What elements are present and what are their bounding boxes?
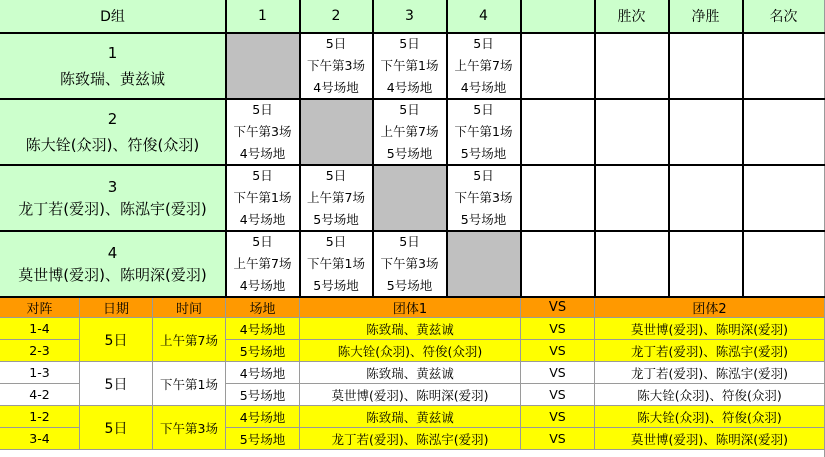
- net-cell[interactable]: [669, 33, 743, 99]
- team-name: 莫世博(爱羽)、陈明深(爱羽): [18, 265, 207, 284]
- slot-time: 上午第7场: [233, 255, 292, 271]
- grid-line: [668, 0, 670, 297]
- col-header-3[interactable]: 3: [373, 0, 447, 33]
- col-header-4[interactable]: 4: [447, 0, 521, 33]
- vs-cell[interactable]: VS: [521, 318, 595, 340]
- empty-cell[interactable]: [521, 165, 595, 231]
- team2-cell[interactable]: 莫世博(爱羽)、陈明深(爱羽): [595, 428, 825, 450]
- slot-day: 5日: [473, 167, 494, 183]
- slot-time: 下午第1场: [380, 57, 439, 73]
- grid-line: [594, 0, 596, 297]
- match-code-cell[interactable]: 1-2: [0, 406, 80, 428]
- grid-line: [0, 230, 825, 232]
- team2-cell[interactable]: 陈大铨(众羽)、符俊(众羽): [595, 384, 825, 406]
- team-number: 4: [107, 243, 118, 262]
- grid-line: [520, 0, 522, 297]
- slot-time: 下午第1场: [233, 189, 292, 205]
- match-slot-cell[interactable]: [300, 33, 373, 99]
- col-header-net[interactable]: 净胜: [669, 0, 743, 33]
- match-code-cell[interactable]: 3-4: [0, 428, 80, 450]
- slot-court: 5号场地: [460, 211, 507, 227]
- empty-cell[interactable]: [521, 33, 595, 99]
- diagonal-cell[interactable]: [300, 99, 373, 165]
- diagonal-cell[interactable]: [373, 165, 447, 231]
- slot-court: 5号场地: [386, 145, 433, 161]
- rank-cell[interactable]: [743, 99, 825, 165]
- group-title-cell[interactable]: D组: [0, 0, 226, 33]
- date-cell[interactable]: 5日: [80, 362, 153, 406]
- team-name-cell[interactable]: [0, 165, 226, 231]
- match-slot-cell[interactable]: [226, 231, 300, 297]
- slot-court: 5号场地: [313, 211, 359, 227]
- grid-line: [225, 0, 227, 297]
- diagonal-cell[interactable]: [226, 33, 300, 99]
- match-slot-cell[interactable]: [447, 165, 521, 231]
- slot-time: 上午第7场: [380, 123, 439, 139]
- slot-court: 4号场地: [239, 211, 286, 227]
- col-header-2[interactable]: 2: [300, 0, 373, 33]
- team1-cell[interactable]: 陈大铨(众羽)、符俊(众羽): [300, 340, 521, 362]
- slot-day: 5日: [252, 167, 273, 183]
- match-slot-cell[interactable]: [447, 99, 521, 165]
- empty-cell[interactable]: [521, 99, 595, 165]
- court-cell[interactable]: 5号场地: [226, 428, 300, 450]
- slot-day: 5日: [325, 35, 347, 51]
- slot-day: 5日: [399, 233, 420, 249]
- grid-line: [0, 98, 825, 100]
- wins-cell[interactable]: [595, 99, 669, 165]
- schedule-header-team1[interactable]: 团体1: [300, 298, 521, 318]
- vs-cell[interactable]: VS: [521, 428, 595, 450]
- slot-day: 5日: [399, 101, 420, 117]
- team2-cell[interactable]: 龙丁若(爱羽)、陈泓宇(爱羽): [595, 340, 825, 362]
- diagonal-cell[interactable]: [447, 231, 521, 297]
- team1-cell[interactable]: 陈致瑞、黄兹诚: [300, 318, 521, 340]
- match-code-cell[interactable]: 4-2: [0, 384, 80, 406]
- slot-day: 5日: [473, 101, 494, 117]
- slot-time: 下午第1场: [307, 255, 365, 271]
- match-slot-cell[interactable]: [373, 231, 447, 297]
- col-header-blank[interactable]: [521, 0, 595, 33]
- slot-day: 5日: [473, 35, 494, 51]
- wins-cell[interactable]: [595, 231, 669, 297]
- slot-time: 下午第3场: [307, 57, 365, 73]
- court-cell[interactable]: 4号场地: [226, 406, 300, 428]
- match-code-cell[interactable]: 1-3: [0, 362, 80, 384]
- slot-time: 下午第3场: [454, 189, 513, 205]
- team-number: 1: [107, 43, 118, 62]
- grid-line: [742, 0, 744, 297]
- team1-cell[interactable]: 陈致瑞、黄兹诚: [300, 362, 521, 384]
- rank-cell[interactable]: [743, 231, 825, 297]
- grid-line: [0, 164, 825, 166]
- vs-cell[interactable]: VS: [521, 406, 595, 428]
- team1-cell[interactable]: 陈致瑞、黄兹诚: [300, 406, 521, 428]
- court-cell[interactable]: 4号场地: [226, 318, 300, 340]
- slot-day: 5日: [325, 167, 347, 183]
- grid-line: [372, 0, 374, 297]
- wins-cell[interactable]: [595, 33, 669, 99]
- match-code-cell[interactable]: 1-4: [0, 318, 80, 340]
- net-cell[interactable]: [669, 165, 743, 231]
- time-cell[interactable]: 上午第7场: [153, 318, 226, 362]
- time-cell[interactable]: 下午第1场: [153, 362, 226, 406]
- team-name: 龙丁若(爱羽)、陈泓宇(爱羽): [18, 199, 207, 218]
- vs-cell[interactable]: VS: [521, 340, 595, 362]
- slot-court: 4号场地: [460, 79, 507, 95]
- date-cell[interactable]: 5日: [80, 406, 153, 450]
- slot-time: 下午第3场: [233, 123, 292, 139]
- slot-day: 5日: [252, 233, 273, 249]
- vs-cell[interactable]: VS: [521, 362, 595, 384]
- schedule-header-court[interactable]: 场地: [226, 298, 300, 318]
- rank-cell[interactable]: [743, 33, 825, 99]
- slot-court: 4号场地: [386, 79, 433, 95]
- slot-court: 4号场地: [239, 145, 286, 161]
- team-number: 2: [107, 109, 118, 128]
- empty-cell[interactable]: [521, 231, 595, 297]
- schedule-header-vs[interactable]: VS: [521, 298, 595, 318]
- schedule-header-match[interactable]: 对阵: [0, 298, 80, 318]
- slot-court: 5号场地: [386, 277, 433, 293]
- team2-cell[interactable]: 龙丁若(爱羽)、陈泓宇(爱羽): [595, 362, 825, 384]
- court-cell[interactable]: 5号场地: [226, 384, 300, 406]
- schedule-header-team2[interactable]: 团体2: [595, 298, 825, 318]
- team-name: 陈致瑞、黄兹诚: [59, 69, 165, 88]
- match-slot-cell[interactable]: [300, 165, 373, 231]
- net-cell[interactable]: [669, 99, 743, 165]
- wins-cell[interactable]: [595, 165, 669, 231]
- team-name-cell[interactable]: [0, 33, 226, 99]
- col-header-rank[interactable]: 名次: [743, 0, 825, 33]
- slot-court: 5号场地: [313, 277, 359, 293]
- match-slot-cell[interactable]: [373, 33, 447, 99]
- court-cell[interactable]: 5号场地: [226, 340, 300, 362]
- match-code-cell[interactable]: 2-3: [0, 340, 80, 362]
- schedule-header-time[interactable]: 时间: [153, 298, 226, 318]
- grid-line: [299, 0, 301, 297]
- team-name-cell[interactable]: [0, 99, 226, 165]
- col-header-wins[interactable]: 胜次: [595, 0, 669, 33]
- team1-cell[interactable]: 龙丁若(爱羽)、陈泓宇(爱羽): [300, 428, 521, 450]
- slot-time: 下午第1场: [454, 123, 513, 139]
- court-cell[interactable]: 4号场地: [226, 362, 300, 384]
- slot-time: 下午第3场: [380, 255, 439, 271]
- team2-cell[interactable]: 陈大铨(众羽)、符俊(众羽): [595, 406, 825, 428]
- match-slot-cell[interactable]: [447, 33, 521, 99]
- slot-court: 4号场地: [313, 79, 359, 95]
- team2-cell[interactable]: 莫世博(爱羽)、陈明深(爱羽): [595, 318, 825, 340]
- schedule-header-date[interactable]: 日期: [80, 298, 153, 318]
- date-cell[interactable]: 5日: [80, 318, 153, 362]
- col-header-1[interactable]: 1: [226, 0, 300, 33]
- match-slot-cell[interactable]: [226, 99, 300, 165]
- slot-day: 5日: [325, 233, 347, 249]
- slot-time: 上午第7场: [454, 57, 513, 73]
- team-name-cell[interactable]: [0, 231, 226, 297]
- team1-cell[interactable]: 莫世博(爱羽)、陈明深(爱羽): [300, 384, 521, 406]
- rank-cell[interactable]: [743, 165, 825, 231]
- match-slot-cell[interactable]: [226, 165, 300, 231]
- slot-day: 5日: [399, 35, 420, 51]
- slot-court: 4号场地: [239, 277, 286, 293]
- grid-line: [446, 0, 448, 297]
- net-cell[interactable]: [669, 231, 743, 297]
- slot-court: 5号场地: [460, 145, 507, 161]
- vs-cell[interactable]: VS: [521, 384, 595, 406]
- team-name: 陈大铨(众羽)、符俊(众羽): [25, 135, 200, 154]
- slot-day: 5日: [252, 101, 273, 117]
- empty-row[interactable]: [0, 450, 825, 457]
- team-number: 3: [107, 177, 118, 196]
- grid-line: [0, 32, 825, 34]
- match-slot-cell[interactable]: [373, 99, 447, 165]
- slot-time: 上午第7场: [307, 189, 365, 205]
- match-slot-cell[interactable]: [300, 231, 373, 297]
- time-cell[interactable]: 下午第3场: [153, 406, 226, 450]
